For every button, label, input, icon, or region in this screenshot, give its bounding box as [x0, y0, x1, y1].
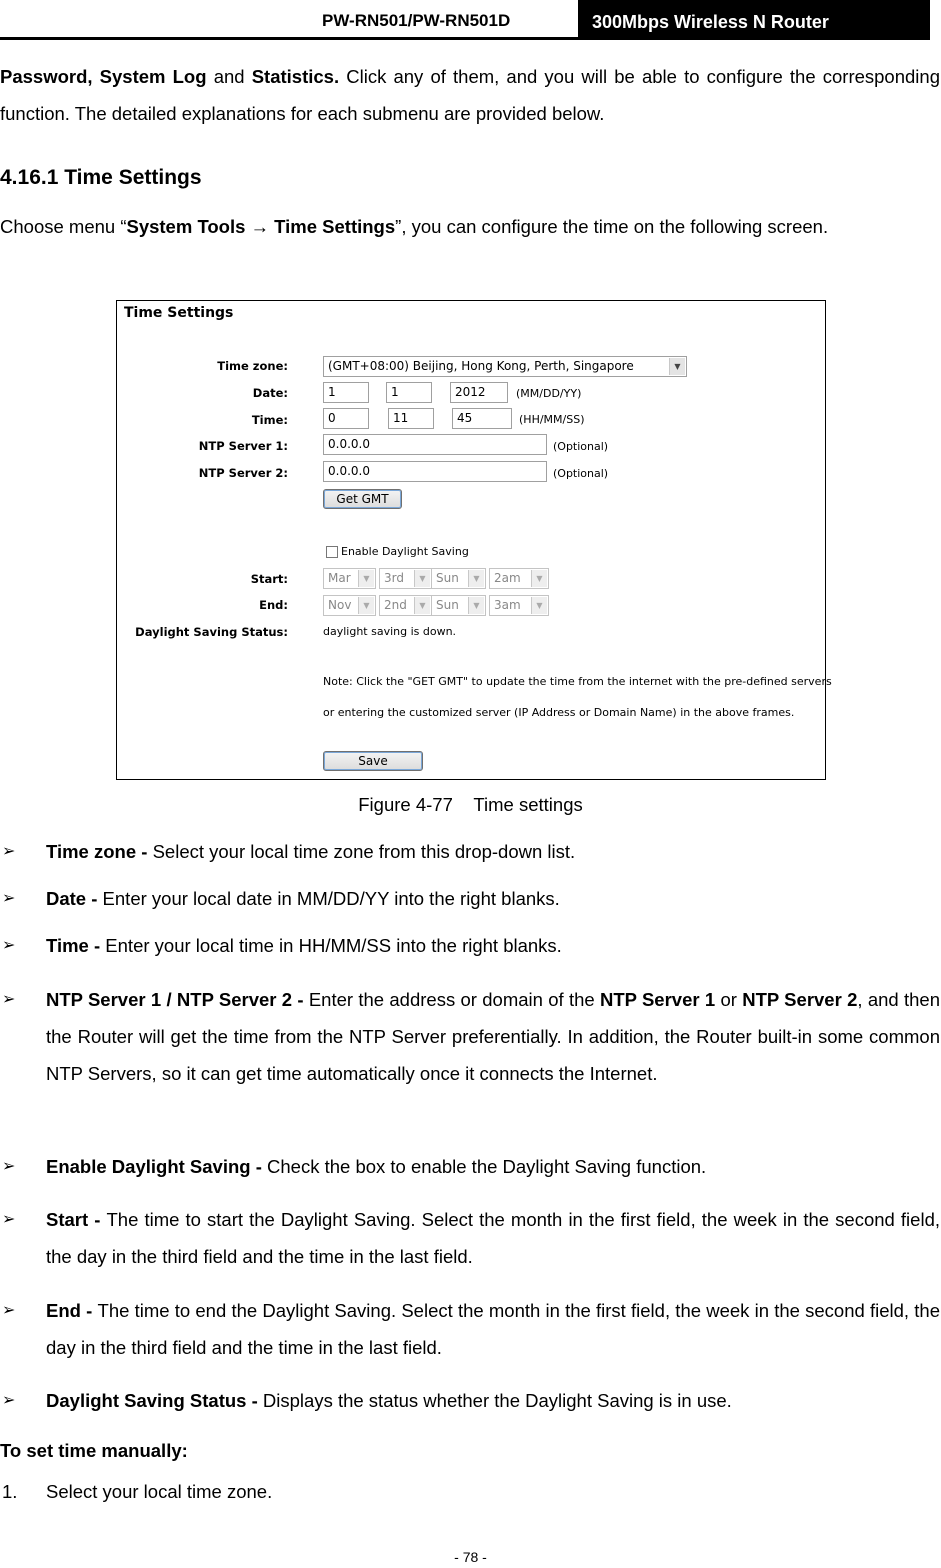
- dst-status-label: Daylight Saving Status:: [135, 625, 288, 639]
- figure-title: Time Settings: [124, 305, 234, 321]
- step-text: Select your local time zone.: [46, 1481, 273, 1502]
- bullet-text: Check the box to enable the Daylight Saving function.: [267, 1156, 707, 1177]
- note-line-1: Note: Click the "GET GMT" to update the time from the internet with the pre-defined servers: [323, 675, 832, 688]
- end-day-select[interactable]: [431, 595, 486, 616]
- bullet-term: Time -: [46, 935, 106, 956]
- time-label: Time:: [251, 413, 288, 427]
- bullet-term: Time zone -: [46, 841, 153, 862]
- section-text-a: Choose menu “: [0, 216, 127, 237]
- date-label: Date:: [252, 386, 288, 400]
- bullet-term: End -: [46, 1300, 98, 1321]
- time-settings-figure: [116, 300, 832, 780]
- start-week-select[interactable]: [379, 568, 432, 589]
- date-year-input[interactable]: 2012: [450, 382, 508, 403]
- time-format-hint: (HH/MM/SS): [519, 413, 585, 426]
- chevron-down-icon: ▼: [531, 597, 547, 614]
- start-month-value: Mar: [328, 571, 351, 585]
- list-item: [0, 833, 940, 870]
- end-week-select[interactable]: [379, 595, 432, 616]
- bullet-text: The time to end the Daylight Saving. Select the month in the first field, the week in the second field, the day in the third field and the time in the last field.: [46, 1300, 940, 1358]
- bullet-arrow-icon: ➢: [2, 1302, 16, 1319]
- section-paragraph: [0, 208, 940, 245]
- timezone-value: (GMT+08:00) Beijing, Hong Kong, Perth, Singapore: [328, 359, 634, 373]
- ntp2-label: NTP Server 2:: [198, 466, 288, 480]
- chevron-down-icon: ▼: [358, 597, 374, 614]
- figure-caption: Figure 4-77 Time settings: [358, 794, 583, 815]
- end-day-value: Sun: [436, 598, 459, 612]
- intro-text-2: Click any of them, and you will be able to configure the corresponding function. The detailed explanations for each submenu are provided below.: [0, 66, 940, 124]
- end-month-value: Nov: [328, 598, 352, 612]
- bullet-term: Date -: [46, 888, 103, 909]
- menu-path: System Tools → Time Settings: [126, 216, 396, 237]
- ntp1-label: NTP Server 1:: [198, 439, 288, 453]
- step-number: 1.: [2, 1481, 18, 1502]
- start-label: Start:: [250, 572, 288, 586]
- chevron-down-icon: ▼: [531, 570, 547, 587]
- time-second-input[interactable]: 45: [452, 408, 512, 429]
- list-item: [0, 981, 940, 1092]
- intro-bold-2: Statistics.: [251, 66, 340, 87]
- model-name: PW-RN501/PW-RN501D: [322, 11, 511, 30]
- bullet-term: Enable Daylight Saving -: [46, 1156, 268, 1177]
- end-week-value: 2nd: [384, 598, 407, 612]
- chevron-down-icon: ▼: [468, 597, 484, 614]
- manual-heading-text: To set time manually:: [0, 1440, 188, 1461]
- start-day-value: Sun: [436, 571, 459, 585]
- chevron-down-icon: ▼: [414, 570, 430, 587]
- intro-paragraph: [0, 58, 940, 132]
- chevron-down-icon: ▼: [414, 597, 430, 614]
- start-time-value: 2am: [494, 571, 521, 585]
- header-rule: [0, 37, 930, 40]
- bullet-arrow-icon: ➢: [2, 937, 16, 954]
- start-week-value: 3rd: [384, 571, 404, 585]
- bullet-arrow-icon: ➢: [2, 1158, 16, 1175]
- end-label: End:: [259, 598, 288, 612]
- date-day-input[interactable]: 1: [386, 382, 432, 403]
- bullet-arrow-icon: ➢: [2, 1392, 16, 1409]
- timezone-label: Time zone:: [217, 359, 288, 373]
- save-button[interactable]: Save: [323, 751, 423, 771]
- list-item: [0, 1201, 940, 1275]
- bullet-text: Enter your local date in MM/DD/YY into the right blanks.: [102, 888, 560, 909]
- start-month-select[interactable]: [323, 568, 376, 589]
- date-month-input[interactable]: 1: [323, 382, 369, 403]
- enable-daylight-saving-label: Enable Daylight Saving: [341, 545, 469, 558]
- section-text-c: ”, you can configure the time on the following screen.: [395, 216, 829, 237]
- ntp2-hint: (Optional): [553, 467, 609, 480]
- get-gmt-button[interactable]: Get GMT: [323, 489, 402, 509]
- product-name: 300Mbps Wireless N Router: [578, 0, 930, 37]
- list-item: [0, 927, 940, 964]
- bullet-text: Enter your local time in HH/MM/SS into the right blanks.: [105, 935, 562, 956]
- bullet-arrow-icon: ➢: [2, 890, 16, 907]
- intro-text-1: and: [206, 66, 252, 87]
- page-number: - 78 -: [454, 1549, 487, 1565]
- bullet-text: The time to start the Daylight Saving. Select the month in the first field, the week in the second field, the day in the third field and the time in the last field.: [46, 1209, 940, 1267]
- dst-status-value: daylight saving is down.: [323, 625, 457, 638]
- chevron-down-icon: ▼: [669, 358, 685, 375]
- bullet-bold: NTP Server 1: [599, 989, 716, 1010]
- list-item: [0, 1292, 940, 1366]
- bullet-text: Displays the status whether the Daylight Saving is in use.: [262, 1390, 732, 1411]
- time-hour-input[interactable]: 0: [323, 408, 369, 429]
- start-day-select[interactable]: [431, 568, 486, 589]
- end-month-select[interactable]: [323, 595, 376, 616]
- intro-bold-1: Password, System Log: [0, 66, 207, 87]
- end-time-select[interactable]: [489, 595, 549, 616]
- bullet-term: Daylight Saving Status -: [46, 1390, 263, 1411]
- date-format-hint: (MM/DD/YY): [516, 387, 582, 400]
- list-item: [0, 1148, 940, 1185]
- list-item: [0, 1382, 940, 1419]
- bullet-text: , and then the Router will get the time from the NTP Server preferentially. In addition, the Router built-in some common NTP Servers, so it can get time automatically once it connects the Internet.: [46, 989, 941, 1084]
- bullet-text: Enter the address or domain of the: [308, 989, 600, 1010]
- bullet-arrow-icon: ➢: [2, 991, 16, 1008]
- page-header: [0, 0, 941, 40]
- chevron-down-icon: ▼: [358, 570, 374, 587]
- timezone-select[interactable]: [323, 356, 687, 377]
- bullet-term: Start -: [46, 1209, 107, 1230]
- bullet-text: Select your local time zone from this drop-down list.: [152, 841, 576, 862]
- list-item: [0, 880, 940, 917]
- ntp1-hint: (Optional): [553, 440, 609, 453]
- section-heading: 4.16.1 Time Settings: [0, 166, 202, 189]
- start-time-select[interactable]: [489, 568, 549, 589]
- end-time-value: 3am: [494, 598, 521, 612]
- step-1: [0, 1473, 940, 1510]
- bullet-bold: NTP Server 2: [742, 989, 858, 1010]
- manual-heading: [0, 1432, 940, 1469]
- bullet-text: or: [715, 989, 743, 1010]
- bullet-term: NTP Server 1 / NTP Server 2 -: [46, 989, 309, 1010]
- ntp1-input[interactable]: 0.0.0.0: [323, 434, 547, 455]
- bullet-arrow-icon: ➢: [2, 1211, 16, 1228]
- note-line-2: or entering the customized server (IP Address or Domain Name) in the above frames.: [323, 706, 795, 719]
- chevron-down-icon: ▼: [468, 570, 484, 587]
- enable-daylight-saving-checkbox[interactable]: [326, 546, 338, 558]
- bullet-arrow-icon: ➢: [2, 843, 16, 860]
- ntp2-input[interactable]: 0.0.0.0: [323, 461, 547, 482]
- time-minute-input[interactable]: 11: [388, 408, 434, 429]
